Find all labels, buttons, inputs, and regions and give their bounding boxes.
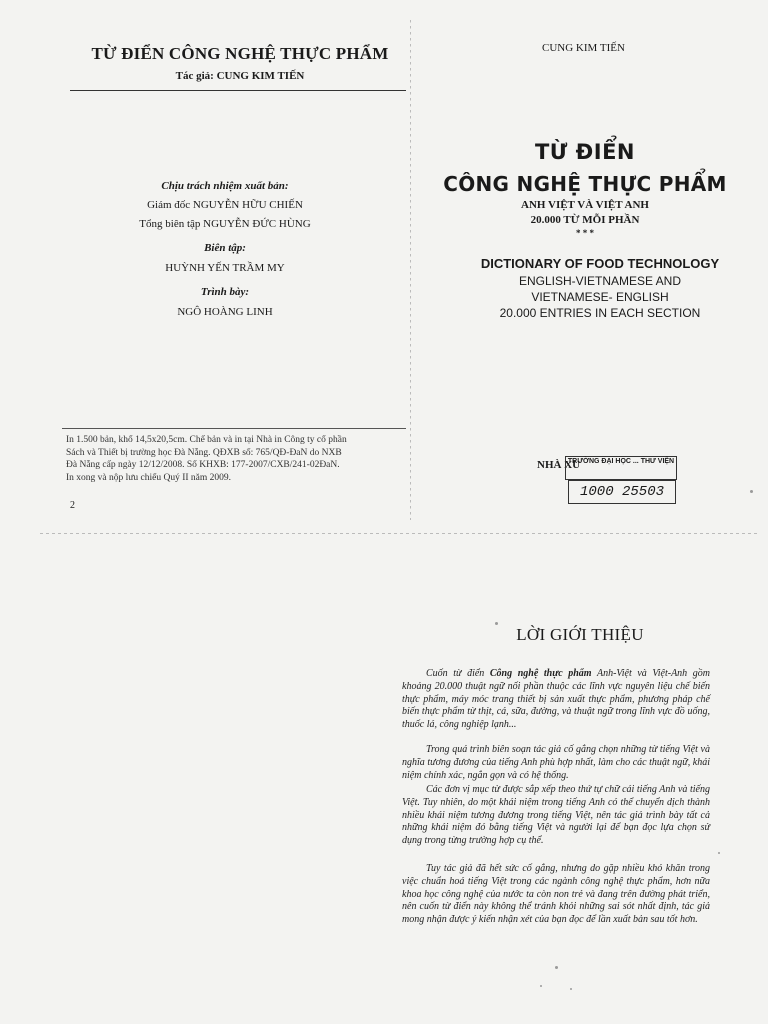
library-accession-number: 1000 25503 bbox=[568, 480, 676, 504]
intro-paragraph-2: Trong quá trình biên soạn tác giả cố gắng chọn những từ tiếng Việt và nghĩa tương đương của tiếng Anh phù hợp nhất, làm cho các thuật ngữ, khái niệm chính xác, ngắn gọn và có hệ thống. bbox=[402, 744, 710, 781]
title-rule bbox=[70, 90, 406, 91]
credit-line-editor-in-chief: Tổng biên tập NGUYỄN ĐỨC HÙNG bbox=[139, 218, 311, 230]
intro-paragraph-1-start: Cuốn từ điển bbox=[426, 668, 490, 679]
publishing-info-line: Đà Nẵng cấp ngày 12/12/2008. Số KHXB: 177-2007/CXB/241-02ĐaN. bbox=[66, 460, 340, 470]
intro-paragraph-4: Tuy tác giả đã hết sức cố gắng, nhưng do gặp nhiều khó khăn trong việc chuẩn hoá tiếng Việt trong các ngành công nghệ thực phẩm, hơn nữa khoa học công nghệ của nước ta còn non trẻ và đang trên đường phát triển, nên cuốn từ điển này không thể tránh khỏi những sai sót nhất định, tác giả mong nhận được ý kiến nhận xét của bạn đọc để lần xuất bản sau tốt hơn. bbox=[402, 863, 710, 926]
left-page-author: Tác giả: CUNG KIM TIẾN bbox=[175, 70, 305, 82]
right-page-author: CUNG KIM TIẾN bbox=[542, 42, 625, 54]
scan-speck bbox=[570, 988, 572, 990]
publishing-info-line: In xong và nộp lưu chiểu Quý II năm 2009. bbox=[66, 472, 232, 483]
scan-speck bbox=[750, 490, 753, 493]
intro-title: LỜI GIỚI THIỆU bbox=[516, 625, 644, 644]
english-title: DICTIONARY OF FOOD TECHNOLOGY bbox=[480, 256, 720, 271]
english-subtitle-line4: 20.000 ENTRIES IN EACH SECTION bbox=[499, 306, 701, 320]
publishing-info-rule bbox=[62, 428, 406, 429]
english-subtitle-line3: VIETNAMESE- ENGLISH bbox=[531, 290, 669, 304]
publishing-info-line: In 1.500 bản, khổ 14,5x20,5cm. Chế bản và in tại Nhà in Công ty cổ phần bbox=[66, 435, 347, 445]
credit-line-director: Giám đốc NGUYỄN HỮU CHIẾN bbox=[147, 199, 303, 211]
credit-heading-editor: Biên tập: bbox=[204, 242, 246, 254]
english-subtitle-line2: ENGLISH-VIETNAMESE AND bbox=[518, 274, 682, 288]
book-subtitle-line1: ANH VIỆT VÀ VIỆT ANH bbox=[521, 199, 649, 211]
page-divider-horizontal bbox=[40, 533, 760, 534]
scan-speck bbox=[495, 622, 498, 625]
scan-speck bbox=[555, 966, 558, 969]
publishing-info bbox=[66, 434, 406, 484]
page-number: 2 bbox=[70, 500, 75, 511]
library-stamp: TRƯỜNG ĐẠI HỌC ... THƯ VIỆN bbox=[565, 456, 677, 480]
page-divider-vertical bbox=[410, 20, 411, 520]
book-title-line1: TỪ ĐIỂN bbox=[534, 140, 635, 164]
ornament-stars: * * * bbox=[576, 228, 594, 238]
scan-speck bbox=[718, 852, 720, 854]
credit-heading-publisher: Chịu trách nhiệm xuất bản: bbox=[161, 180, 289, 192]
credit-heading-layout: Trình bày: bbox=[200, 286, 250, 298]
credit-line-editor: HUỲNH YẾN TRẦM MY bbox=[165, 262, 285, 274]
intro-paragraph-3: Các đơn vị mục từ được sắp xếp theo thứ tự chữ cái tiếng Anh và tiếng Việt. Tuy nhiên, do một khái niệm trong tiếng Anh có thể chuyển dịch thành nhiều khái niệm tương đương trong tiếng Việt, nên tác giả trình bày tất cả những khái niệm đó bằng tiếng Việt và người lại để bạn đọc lựa chọn sử dụng trong từng trường hợp cụ thể. bbox=[402, 784, 710, 847]
publisher-name-partial: NHÀ XU bbox=[537, 459, 581, 471]
intro-paragraph-1-rest: Anh-Việt và Việt-Anh gồm khoảng 20.000 thuật ngữ nối phần thuộc các lĩnh vực nguyên liệu chế biến thực phẩm, máy móc trang thiết bị sản xuất thực phẩm, phương pháp chế biến thực phẩm từ thịt, cá, sữa, đường, và thuật ngữ trong lĩnh vực đồ uống, thuốc lá, công nghiệp lạnh... bbox=[402, 668, 710, 731]
book-name-bold: Công nghệ thực phẩm bbox=[489, 668, 592, 679]
intro-paragraph-1 bbox=[402, 668, 710, 732]
left-page-title: TỪ ĐIỂN CÔNG NGHỆ THỰC PHẨM bbox=[91, 44, 389, 63]
publishing-info-line: Sách và Thiết bị trường học Đà Nẵng. QĐXB số: 765/QĐ-ĐaN do NXB bbox=[66, 447, 342, 458]
book-title-line2: CÔNG NGHỆ THỰC PHẨM bbox=[443, 172, 727, 196]
credit-line-layout: NGÔ HOÀNG LINH bbox=[177, 306, 273, 318]
book-subtitle-line2: 20.000 TỪ MỖI PHẦN bbox=[530, 214, 640, 226]
scan-speck bbox=[540, 985, 542, 987]
